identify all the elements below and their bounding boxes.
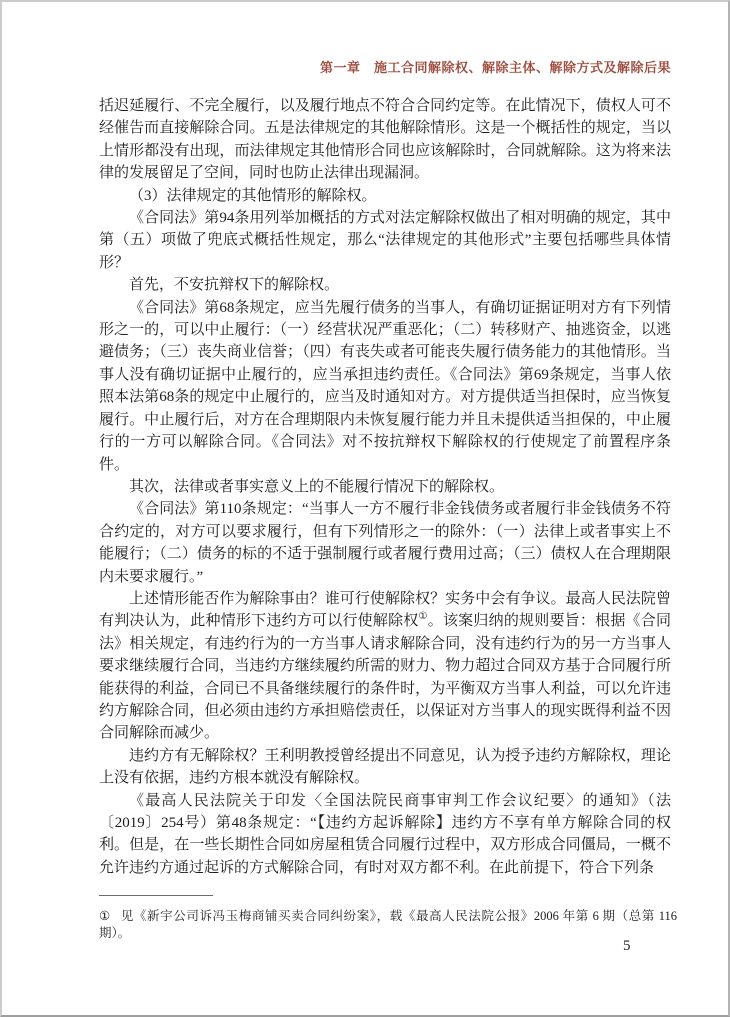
body-paragraph xyxy=(99,588,671,745)
page-number: 5 xyxy=(623,938,631,954)
body-paragraph: 《合同法》第94条用列举加概括的方式对法定解除权做出了相对明确的规定，其中第（五）项做了兜底式概括性规定，那么“法律规定的其他形式”主要包括哪些具体情形？ xyxy=(99,210,671,271)
body-paragraph: 违约方有无解除权？王利明教授曾经提出不同意见，认为授予违约方解除权，理论上没有依据，违约方根本就没有解除权。 xyxy=(99,747,671,787)
body-paragraph: 《合同法》第110条规定：“当事人一方不履行非金钱债务或者履行非金钱债务不符合约定的，对方可以要求履行，但有下列情形之一的除外：（一）法律上或者事实上不能履行；（二）债务的标的不适于强制履行或者履行费用过高；（三）债权人在合理期限内未要求履行。” xyxy=(99,501,671,585)
paragraph-text: 上述情形能否作为解除事由？谁可行使解除权？实务中会有争议。最高人民法院曾有判决认为，此种情形下违约方可以行使解除权 xyxy=(99,590,671,630)
body-paragraph: 《合同法》第68条规定，应当先履行债务的当事人，有确切证据证明对方有下列情形之一的，可以中止履行：（一）经营状况严重恶化；（二）转移财产、抽逃资金，以逃避债务；（三）丧失商业信誉；（四）有丧失或者可能丧失履行债务能力的其他情形。当事人没有确切证据中止履行的，应当承担违约责任。《合同法》第69条规定，当事人依照本法第68条的规定中止履行的，应当及时通知对方。对方提供适当担保时，应当恢复履行。中止履行后，对方在合理期限内未恢复履行能力并且未提供适当担保的，中止履行的一方可以解除合同。《合同法》对不按抗辩权下解除权的行使规定了前置程序条件。 xyxy=(99,299,671,473)
body-paragraph: 其次，法律或者事实意义上的不能履行情况下的解除权。 xyxy=(129,478,505,495)
footnote-marker: ① xyxy=(99,909,111,923)
paragraph-text: 。该案归纳的规则要旨：根据《合同法》相关规定，有违约行为的一方当事人请求解除合同，没有违约行为的另一方当事人要求继续履行合同，当违约方继续履约所需的财力、物力超过合同双方基于合同履行所能获得的利益，合同已不具备继续履行的条件时，为平衡双方当事人利益，可以允许违约方解除合同，但必须由违约方承担赔偿责任，以保证对方当事人的现实既得利益不因合同解除而减少。 xyxy=(99,613,671,742)
body-text-block xyxy=(99,95,671,879)
body-paragraph: 括迟延履行、不完全履行，以及履行地点不符合合同约定等。在此情况下，债权人可不经催告而直接解除合同。五是法律规定的其他解除情形。这是一个概括性的规定，当以上情形都没有出现，而法律规定其他情形合同也应该解除时，合同就解除。这为将来法律的发展留足了空间，同时也防止法律出现漏洞。 xyxy=(99,98,671,182)
body-paragraph: 首先，不安抗辩权下的解除权。 xyxy=(129,277,340,294)
body-paragraph: （3）法律规定的其他情形的解除权。 xyxy=(129,187,377,204)
chapter-running-header: 第一章 施工合同解除权、解除主体、解除方式及解除后果 xyxy=(319,60,671,75)
footnote-ref: ① xyxy=(418,611,428,623)
footnote-separator xyxy=(99,895,213,896)
body-paragraph: 《最高人民法院关于印发〈全国法院民商事审判工作会议纪要〉的通知》（法〔2019〕254号）第48条规定：“【违约方起诉解除】违约方不享有单方解除合同的权利。但是，在一些长期性合同如房屋租赁合同履行过程中，双方形成合同僵局，一概不允许违约方通过起诉的方式解除合同，有时对双方都不利。在此前提下，符合下列条 xyxy=(99,792,671,876)
footnote xyxy=(99,908,677,942)
footnote-text: 见《新宇公司诉冯玉梅商铺买卖合同纠纷案》，载《最高人民法院公报》2006 年第 6 期（总第 116 期）。 xyxy=(99,909,677,940)
